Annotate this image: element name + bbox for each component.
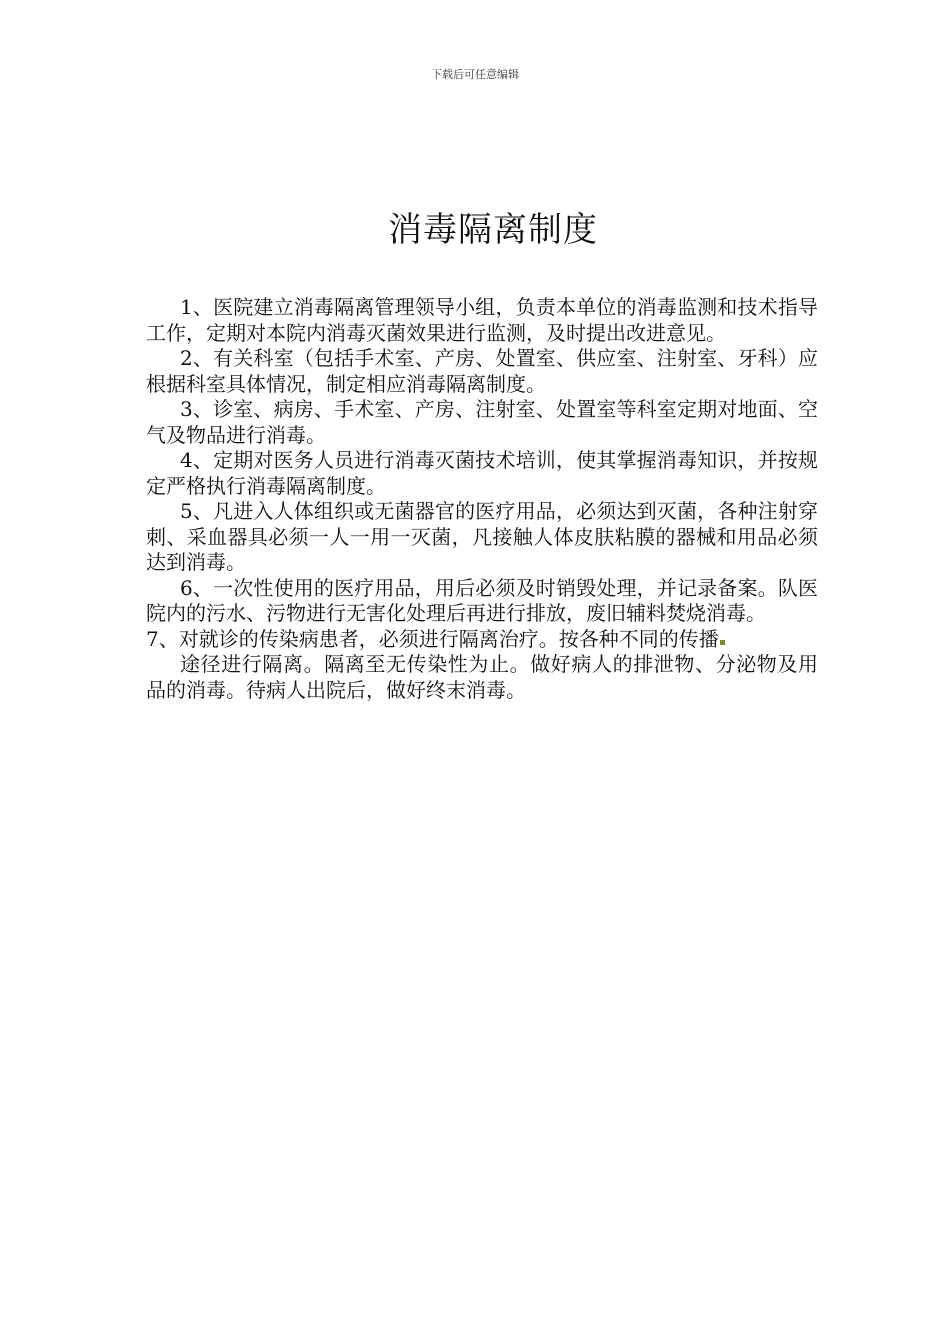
paragraph-5: 5、凡进入人体组织或无菌器官的医疗用品，必须达到灭菌，各种注射穿刺、采血器具必须一人一用一灭菌，凡接触人体皮肤粘膜的器械和用品必须达到消毒。	[146, 499, 818, 574]
paragraph-4: 4、定期对医务人员进行消毒灭菌技术培训，使其掌握消毒知识，并按规定严格执行消毒隔离制度。	[146, 448, 818, 498]
document-title: 消毒隔离制度	[388, 210, 598, 250]
paragraph-8: 途径进行隔离。隔离至无传染性为止。做好病人的排泄物、分泌物及用品的消毒。待病人出院后，做好终末消毒。	[146, 652, 818, 702]
paragraph-7-text: 7、对就诊的传染病患者，必须进行隔离治疗。按各种不同的传播	[146, 626, 719, 651]
paragraph-1: 1、医院建立消毒隔离管理领导小组，负责本单位的消毒监测和技术指导工作，定期对本院内消毒灭菌效果进行监测，及时提出改进意见。	[146, 295, 818, 345]
paragraph-3: 3、诊室、病房、手术室、产房、注射室、处置室等科室定期对地面、空气及物品进行消毒。	[146, 397, 818, 447]
document-body	[146, 295, 818, 703]
header-note: 下载后可任意编辑	[431, 68, 519, 81]
paragraph-2: 2、有关科室（包括手术室、产房、处置室、供应室、注射室、牙科）应根据科室具体情况，制定相应消毒隔离制度。	[146, 346, 818, 396]
paragraph-7	[146, 627, 818, 653]
paragraph-6: 6、一次性使用的医疗用品，用后必须及时销毁处理，并记录备案。队医院内的污水、污物进行无害化处理后再进行排放，废旧辅料焚烧消毒。	[146, 575, 818, 625]
edit-marker-icon	[720, 640, 725, 645]
